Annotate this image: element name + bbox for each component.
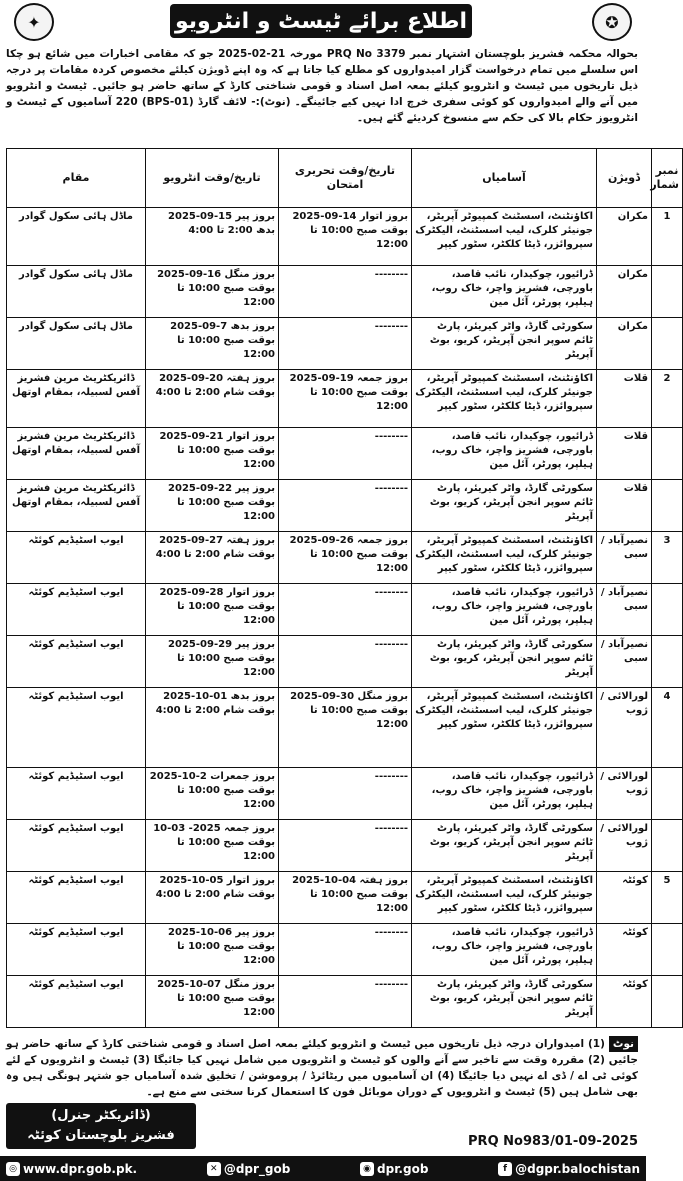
cell-interview: بروز ہفتہ 20-09-2025 بوقت شام 2:00 تا 4:00	[146, 370, 279, 428]
footer-instagram[interactable]	[360, 1162, 428, 1176]
cell-exam: --------	[279, 976, 412, 1028]
facebook-text: @dgpr.balochistan	[515, 1161, 640, 1176]
cell-division: قلات	[597, 370, 652, 428]
cell-posts: اکاؤنٹنٹ، اسسٹنٹ کمپیوٹر آپریٹر، جونیئر کلرک، لیب اسسٹنٹ، الیکٹرک سپروائزر، ڈیٹا کلکٹر، سٹور کیپر	[412, 532, 597, 584]
table-row	[7, 428, 683, 480]
cell-num: 3	[652, 532, 683, 584]
cell-num	[652, 768, 683, 820]
instagram-text: dpr.gob	[377, 1161, 429, 1176]
cell-division: قلات	[597, 428, 652, 480]
table-row	[7, 370, 683, 428]
cell-venue: ماڈل ہائی سکول گوادر	[7, 208, 146, 266]
cell-venue: ایوب اسٹیڈیم کوئٹہ	[7, 976, 146, 1028]
cell-interview: بروز منگل 07-10-2025 بوقت صبح 10:00 تا 12:00	[146, 976, 279, 1028]
table-row	[7, 636, 683, 688]
header-posts: آسامیاں	[412, 149, 597, 208]
government-seal-icon: ✪	[592, 3, 632, 41]
cell-num	[652, 924, 683, 976]
cell-posts: سکورٹی گارڈ، واٹر کیریئر، پارٹ ٹائم سوپر انجن آپریٹر، کریو، بوٹ آپریٹر	[412, 976, 597, 1028]
footer-facebook[interactable]	[498, 1162, 640, 1176]
cell-venue: ایوب اسٹیڈیم کوئٹہ	[7, 872, 146, 924]
cell-venue: ایوب اسٹیڈیم کوئٹہ	[7, 924, 146, 976]
facebook-icon: f	[498, 1162, 512, 1176]
cell-num	[652, 636, 683, 688]
cell-interview: بروز منگل 16-09-2025 بوقت صبح 10:00 تا 12:00	[146, 266, 279, 318]
cell-division: مکران	[597, 208, 652, 266]
signature-title: (ڈائریکٹر جنرل)	[51, 1108, 151, 1123]
cell-interview: بروز جمعہ 2025- 03-10 بوقت صبح 10:00 تا 12:00	[146, 820, 279, 872]
cell-venue: ڈائریکٹریٹ مرین فشریز آفس لسبیلہ، بمقام اوتھل	[7, 428, 146, 480]
header-division: ڈویژن	[597, 149, 652, 208]
header-venue: مقام	[7, 149, 146, 208]
header-num: نمبر شمار	[652, 149, 683, 208]
cell-interview: بروز بدھ 01-10-2025 بوقت شام 2:00 تا 4:00	[146, 688, 279, 768]
table-row	[7, 318, 683, 370]
cell-posts: ڈرائیور، چوکیدار، نائب قاصد، باورچی، فشریز واچر، خاک روب، ہیلپر، پورٹر، آئل مین	[412, 266, 597, 318]
table-row	[7, 584, 683, 636]
cell-interview: بروز جمعرات 2-10-2025 بوقت صبح 10:00 تا 12:00	[146, 768, 279, 820]
signature-block	[6, 1103, 196, 1149]
table-body	[7, 208, 683, 1028]
cell-interview: بروز بدھ 7-09-2025 بوقت صبح 10:00 تا 12:00	[146, 318, 279, 370]
cell-posts: ڈرائیور، چوکیدار، نائب قاصد، باورچی، فشریز واچر، خاک روب، ہیلپر، پورٹر، آئل مین	[412, 768, 597, 820]
cell-division: لورالائی / ژوب	[597, 820, 652, 872]
signature-dept: فشریز بلوچستان کوئٹہ	[27, 1128, 175, 1143]
table-row	[7, 266, 683, 318]
cell-division: کوئٹہ	[597, 976, 652, 1028]
cell-division: قلات	[597, 480, 652, 532]
cell-posts: ڈرائیور، چوکیدار، نائب قاصد، باورچی، فشریز واچر، خاک روب، ہیلپر، پورٹر، آئل مین	[412, 428, 597, 480]
cell-division: مکران	[597, 266, 652, 318]
cell-venue: ایوب اسٹیڈیم کوئٹہ	[7, 636, 146, 688]
cell-num: 4	[652, 688, 683, 768]
cell-venue: ایوب اسٹیڈیم کوئٹہ	[7, 768, 146, 820]
cell-venue: ڈائریکٹریٹ مرین فشریز آفس لسبیلہ، بمقام اوتھل	[7, 480, 146, 532]
header-exam: تاریخ/وقت تحریری امتحان	[279, 149, 412, 208]
cell-division: نصیرآباد / سبی	[597, 636, 652, 688]
cell-exam: --------	[279, 428, 412, 480]
cell-exam: بروز اتوار 14-09-2025 بوقت صبح 10:00 تا 12:00	[279, 208, 412, 266]
cell-interview: بروز پیر 06-10-2025 بوقت صبح 10:00 تا 12:00	[146, 924, 279, 976]
table-row	[7, 688, 683, 768]
header	[0, 0, 646, 44]
cell-num: 5	[652, 872, 683, 924]
cell-venue: ڈائریکٹریٹ مرین فشریز آفس لسبیلہ، بمقام اوتھل	[7, 370, 146, 428]
table-row	[7, 208, 683, 266]
cell-exam: --------	[279, 480, 412, 532]
cell-interview: بروز ہفتہ 27-09-2025 بوقت شام 2:00 تا 4:00	[146, 532, 279, 584]
cell-venue: ایوب اسٹیڈیم کوئٹہ	[7, 820, 146, 872]
cell-division: کوئٹہ	[597, 924, 652, 976]
cell-posts: ڈرائیور، چوکیدار، نائب قاصد، باورچی، فشریز واچر، خاک روب، ہیلپر، پورٹر، آئل مین	[412, 924, 597, 976]
cell-interview: بروز اتوار 05-10-2025 بوقت شام 2:00 تا 4:00	[146, 872, 279, 924]
cell-venue: ایوب اسٹیڈیم کوئٹہ	[7, 584, 146, 636]
cell-venue: ایوب اسٹیڈیم کوئٹہ	[7, 688, 146, 768]
cell-exam: --------	[279, 768, 412, 820]
cell-venue: ماڈل ہائی سکول گوادر	[7, 318, 146, 370]
cell-division: نصیرآباد / سبی	[597, 532, 652, 584]
cell-interview: بروز پیر 29-09-2025 بوقت صبح 10:00 تا 12:00	[146, 636, 279, 688]
cell-exam: --------	[279, 266, 412, 318]
instagram-icon: ◉	[360, 1162, 374, 1176]
cell-exam: بروز منگل 30-09-2025 بوقت صبح 10:00 تا 12:00	[279, 688, 412, 768]
cell-num: 2	[652, 370, 683, 428]
table-row	[7, 768, 683, 820]
cell-posts: سکورٹی گارڈ، واٹر کیریئر، پارٹ ٹائم سوپر انجن آپریٹر، کریو، بوٹ آپریٹر	[412, 318, 597, 370]
cell-exam: --------	[279, 636, 412, 688]
cell-exam: --------	[279, 924, 412, 976]
cell-interview: بروز اتوار 28-09-2025 بوقت صبح 10:00 تا 12:00	[146, 584, 279, 636]
website-text: www.dpr.gob.pk.	[23, 1161, 138, 1176]
header-interview: تاریخ/وقت انٹرویو	[146, 149, 279, 208]
cell-num	[652, 820, 683, 872]
cell-exam: بروز ہفتہ 04-10-2025 بوقت صبح 10:00 تا 12:00	[279, 872, 412, 924]
schedule-table	[6, 148, 683, 1028]
page-title: اطلاع برائے ٹیسٹ و انٹرویو	[170, 4, 472, 38]
department-seal-icon: ✦	[14, 3, 54, 41]
twitter-icon: ✕	[207, 1162, 221, 1176]
cell-exam: --------	[279, 820, 412, 872]
cell-num	[652, 428, 683, 480]
table-row	[7, 924, 683, 976]
cell-posts: اکاؤنٹنٹ، اسسٹنٹ کمپیوٹر آپریٹر، جونیئر کلرک، لیب اسسٹنٹ، الیکٹرک سپروائزر، ڈیٹا کلکٹر، سٹور کیپر	[412, 688, 597, 768]
cell-posts: اکاؤنٹنٹ، اسسٹنٹ کمپیوٹر آپریٹر، جونیئر کلرک، لیب اسسٹنٹ، الیکٹرک سپروائزر، ڈیٹا کلکٹر، سٹور کیپر	[412, 208, 597, 266]
cell-posts: ڈرائیور، چوکیدار، نائب قاصد، باورچی، فشریز واچر، خاک روب، ہیلپر، پورٹر، آئل مین	[412, 584, 597, 636]
cell-venue: ماڈل ہائی سکول گوادر	[7, 266, 146, 318]
footer-bar	[0, 1156, 646, 1181]
globe-icon: ◎	[6, 1162, 20, 1176]
table-row	[7, 976, 683, 1028]
cell-posts: اکاؤنٹنٹ، اسسٹنٹ کمپیوٹر آپریٹر، جونیئر کلرک، لیب اسسٹنٹ، الیکٹرک سپروائزر، ڈیٹا کلکٹر، سٹور کیپر	[412, 370, 597, 428]
cell-division: لورالائی / ژوب	[597, 768, 652, 820]
footer-twitter[interactable]	[207, 1162, 291, 1176]
cell-division: مکران	[597, 318, 652, 370]
cell-interview: بروز اتوار 21-09-2025 بوقت صبح 10:00 تا 12:00	[146, 428, 279, 480]
note-label: نوٹ	[609, 1036, 638, 1052]
cell-num	[652, 266, 683, 318]
cell-exam: بروز جمعہ 26-09-2025 بوقت صبح 10:00 تا 12:00	[279, 532, 412, 584]
cell-num	[652, 480, 683, 532]
cell-posts: اکاؤنٹنٹ، اسسٹنٹ کمپیوٹر آپریٹر، جونیئر کلرک، لیب اسسٹنٹ، الیکٹرک سپروائزر، ڈیٹا کلکٹر، سٹور کیپر	[412, 872, 597, 924]
footer-website[interactable]	[6, 1162, 137, 1176]
cell-posts: سکورٹی گارڈ، واٹر کیریئر، پارٹ ٹائم سوپر انجن آپریٹر، کریو، بوٹ آپریٹر	[412, 480, 597, 532]
prq-number: PRQ No983/01-09-2025	[468, 1134, 638, 1149]
cell-exam: --------	[279, 584, 412, 636]
cell-exam: --------	[279, 318, 412, 370]
cell-num: 1	[652, 208, 683, 266]
cell-num	[652, 976, 683, 1028]
cell-posts: سکورٹی گارڈ، واٹر کیریئر، پارٹ ٹائم سوپر انجن آپریٹر، کریو، بوٹ آپریٹر	[412, 636, 597, 688]
intro-paragraph: بحوالہ محکمہ فشریز بلوچستان اشتہار نمبر PRQ No 3379 مورخہ 21-02-2025 جو کہ مقامی اخبارات میں شائع ہو چکا اس سلسلے میں تمام درخواست گزار امیدواروں کو مطلع کیا جاتا ہے کہ وہ اپنے ڈویژن کیلئے مخصوص کردہ مقامات پر درجہ ذیل تاریخوں میں ٹیسٹ و انٹرویو کیلئے بمعہ اصل اسناد و قومی شناختی کارڈ کے ساتھ حاضر ہو جائیں۔ ٹیسٹ و انٹرویو میں آنے والے امیدواروں کو کوئی سفری خرچ ادا نہیں کیے جائینگے۔ (نوٹ):- لائف گارڈ (BPS-01) 220 آسامیوں کے ٹیسٹ و انٹرویوز حکام بالا کی حکم سے منسوخ کردیئے گئے ہیں۔	[6, 48, 638, 124]
cell-interview: بروز پیر 15-09-2025 بدھ 2:00 تا 4:00	[146, 208, 279, 266]
table-header-row	[7, 149, 683, 208]
table-row	[7, 480, 683, 532]
table-row	[7, 820, 683, 872]
cell-interview: بروز پیر 22-09-2025 بوقت صبح 10:00 تا 12:00	[146, 480, 279, 532]
note-section	[6, 1036, 638, 1100]
table-row	[7, 872, 683, 924]
note-text: (1) امیدواران درجہ ذیل تاریخوں میں ٹیسٹ و انٹرویو کیلئے بمعہ اصل اسناد و قومی شناختی کارڈ کے ساتھ حاضر ہو جائیں (2) مقررہ وقت سے تاخیر سے آنے والوں کو ٹیسٹ و انٹرویوں میں شامل نہیں کیا جائیگا (3) ٹیسٹ و انٹرویوں کے لئے کوئی ٹی اے / ڈی اے نہیں دیا جائیگا (4) ان آسامیوں میں ریٹائرڈ / پروموشن / تخلیق شدہ آسامیاں جو شتہر ہونگی ہیں وہ بھی شامل ہیں (5) ٹیسٹ و انٹرویوں کے دوران موبائل فون کا استعمال کرنا سختی سے منع ہے۔	[6, 1038, 638, 1098]
cell-posts: سکورٹی گارڈ، واٹر کیریئر، پارٹ ٹائم سوپر انجن آپریٹر، کریو، بوٹ آپریٹر	[412, 820, 597, 872]
cell-division: نصیرآباد / سبی	[597, 584, 652, 636]
cell-division: کوئٹہ	[597, 872, 652, 924]
table-row	[7, 532, 683, 584]
cell-exam: بروز جمعہ 19-09-2025 بوقت صبح 10:00 تا 12:00	[279, 370, 412, 428]
twitter-text: @dpr_gob	[223, 1161, 291, 1176]
cell-venue: ایوب اسٹیڈیم کوئٹہ	[7, 532, 146, 584]
cell-num	[652, 318, 683, 370]
cell-num	[652, 584, 683, 636]
cell-division: لورالائی / ژوب	[597, 688, 652, 768]
